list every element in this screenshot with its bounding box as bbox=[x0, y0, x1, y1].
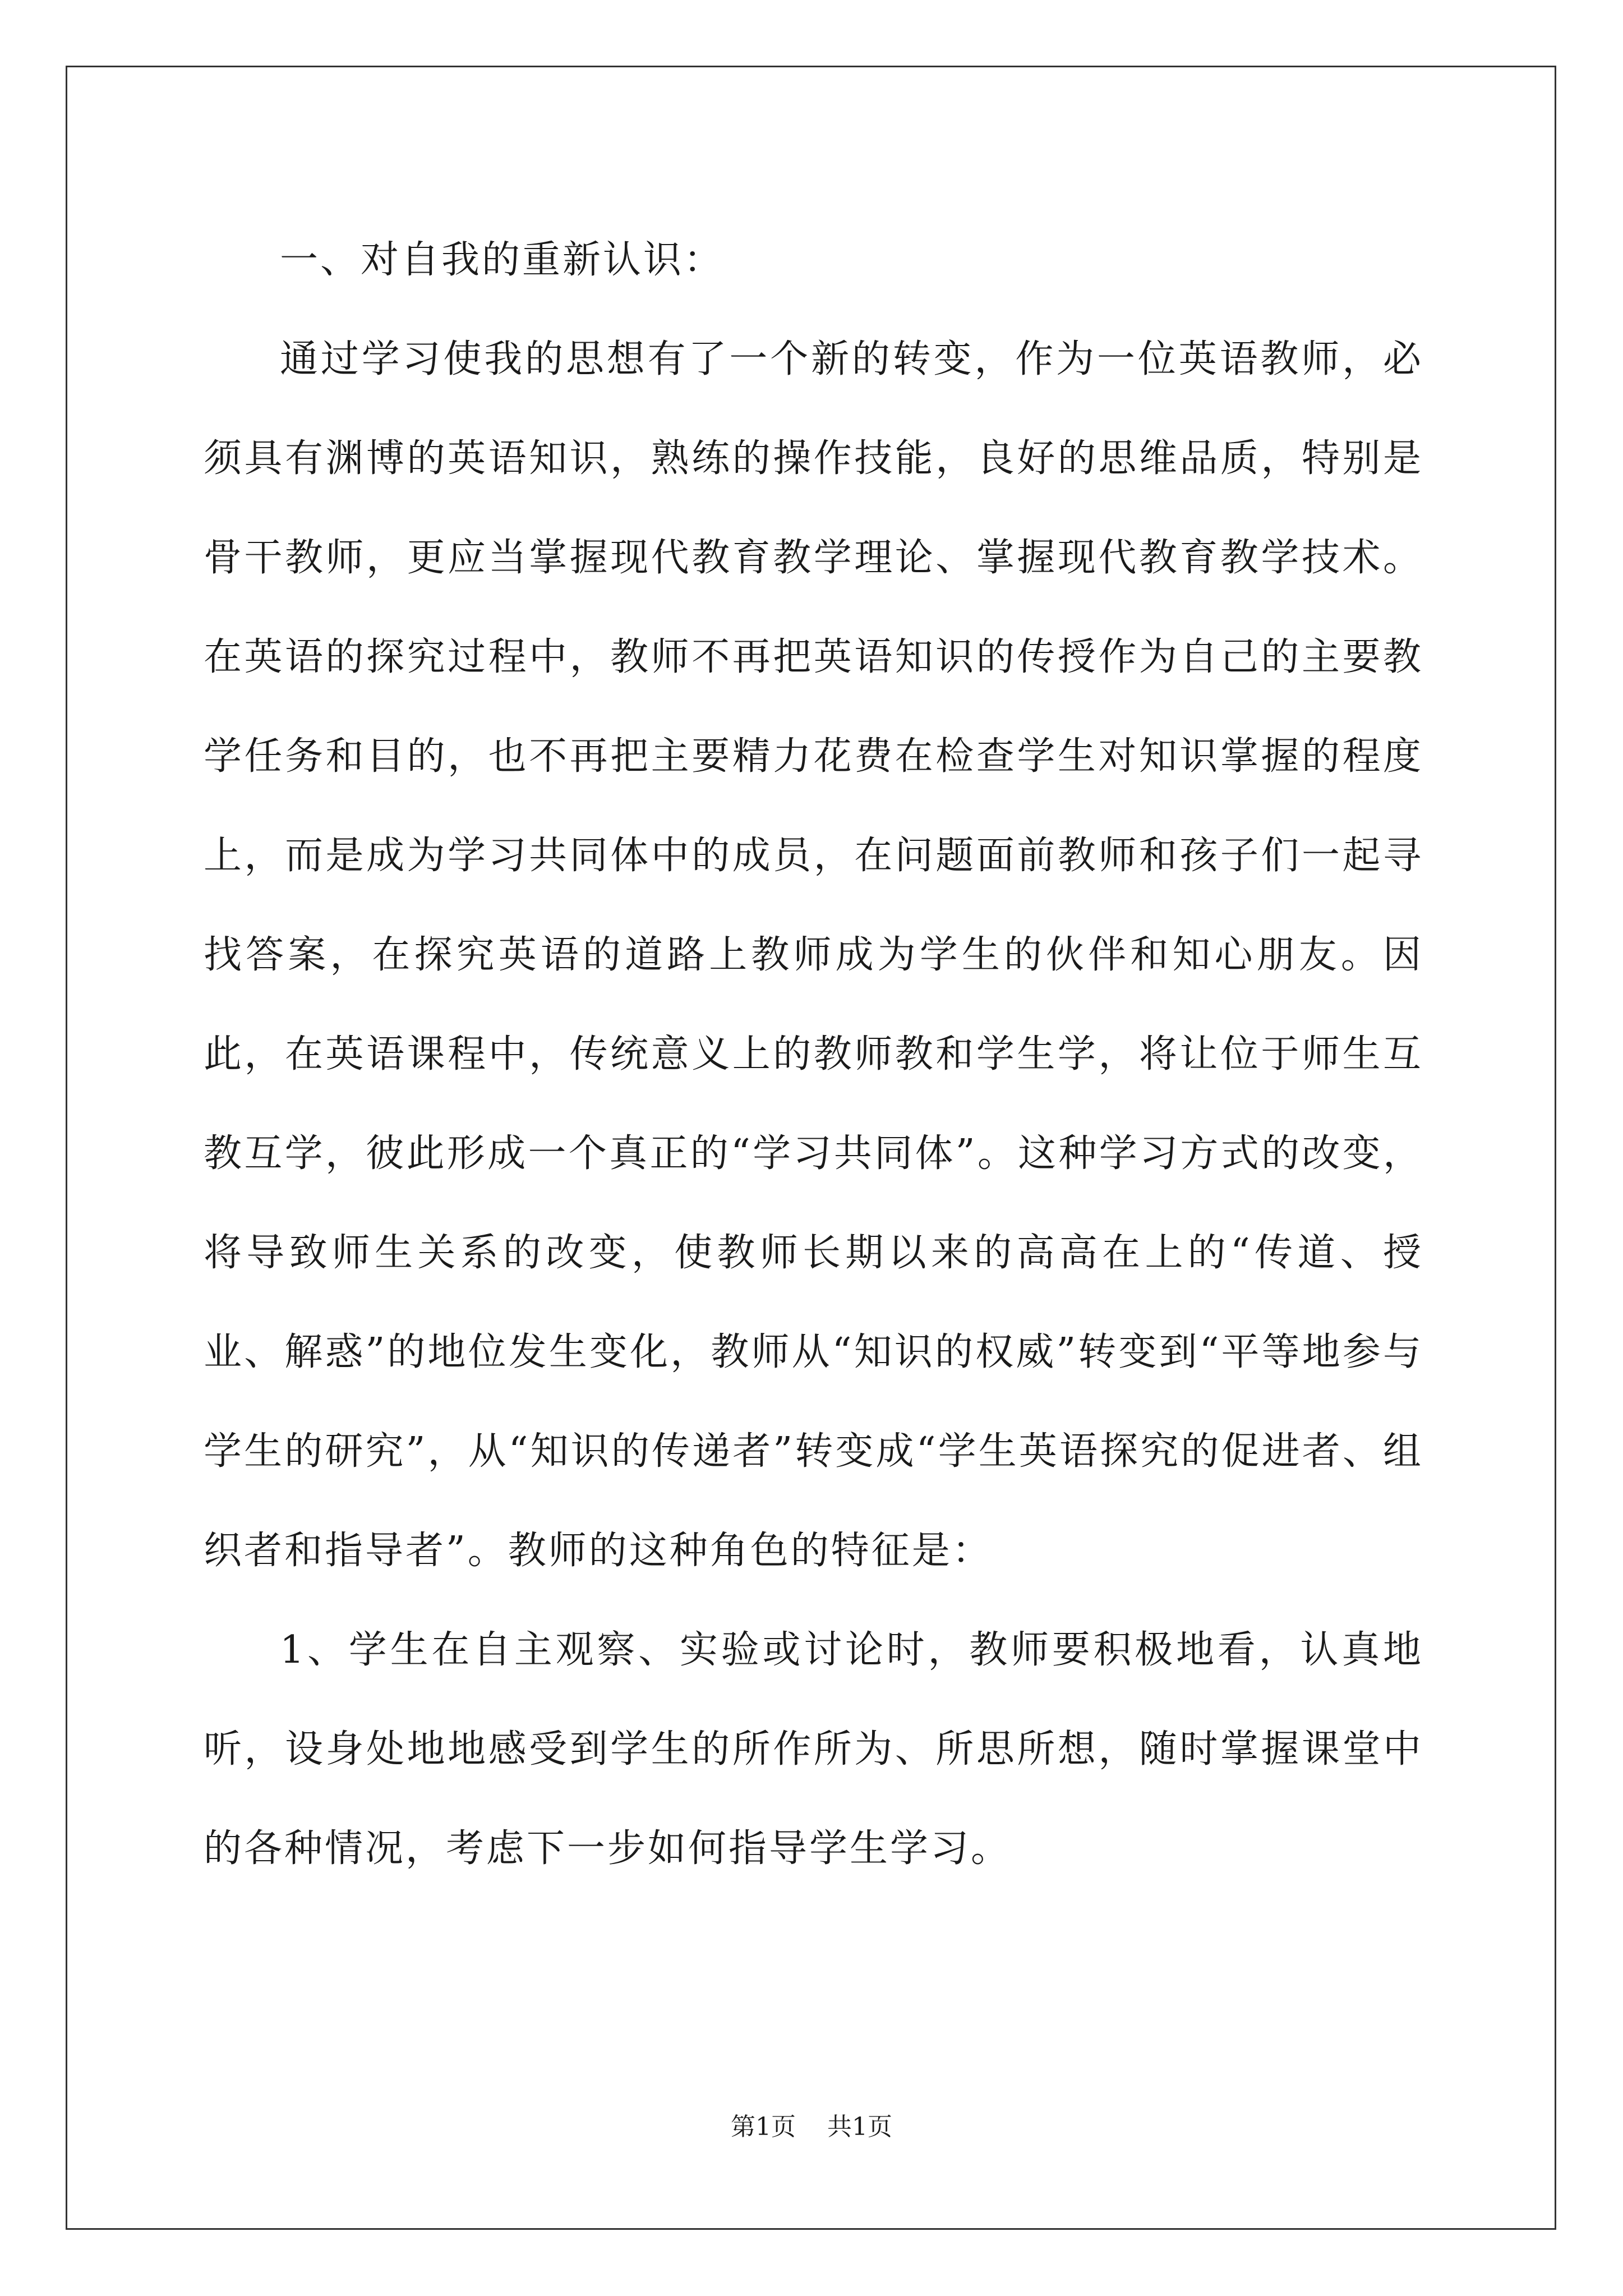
body-paragraph: 通过学习使我的思想有了一个新的转变，作为一位英语教师，必须具有渊博的英语知识，熟练的操作技能，良好的思维品质，特别是骨干教师，更应当掌握现代教育教学理论、掌握现代教育教学技术。在英语的探究过程中，教师不再把英语知识的传授作为自己的主要教学任务和目的，也不再把主要精力花费在检查学生对知识掌握的程度上，而是成为学习共同体中的成员，在问题面前教师和孩子们一起寻找答案，在探究英语的道路上教师成为学生的伙伴和知心朋友。因此，在英语课程中，传统意义上的教师教和学生学，将让位于师生互教互学，彼此形成一个真正的“学习共同体”。这种学习方式的改变，将导致师生关系的改变，使教师长期以来的高高在上的“传道、授业、解惑”的地位发生变化，教师从“知识的权威”转变到“平等地参与学生的研究”，从“知识的传递者”转变成“学生英语探究的促进者、组织者和指导者”。教师的这种角色的特征是： bbox=[204, 337, 1423, 1573]
document-body bbox=[204, 210, 1423, 1898]
page-total: 共1页 bbox=[827, 2113, 892, 2141]
section-heading: 一、对自我的重新认识： bbox=[280, 238, 725, 282]
page-number: 第1页 bbox=[731, 2113, 796, 2141]
body-paragraph: 1、学生在自主观察、实验或讨论时，教师要积极地看，认真地听，设身处地地感受到学生的所作所为、所思所想，随时掌握课堂中的各种情况，考虑下一步如何指导学生学习。 bbox=[204, 1628, 1423, 1871]
page-footer bbox=[0, 2110, 1623, 2144]
